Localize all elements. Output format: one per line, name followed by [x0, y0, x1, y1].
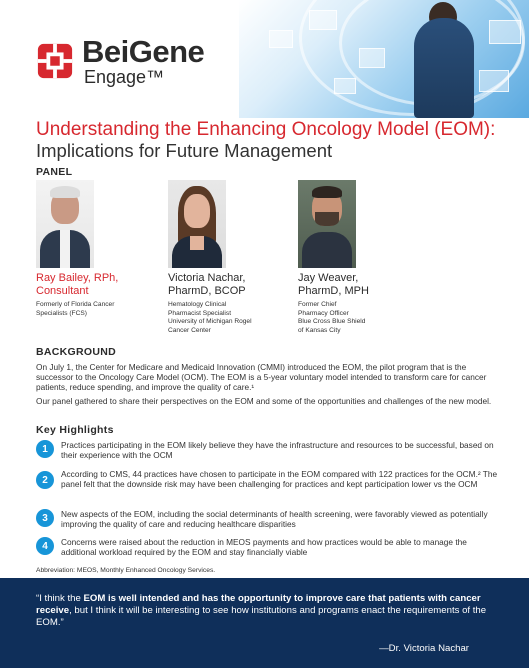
- panel-heading: PANEL: [36, 166, 73, 178]
- key-highlights-heading: Key Highlights: [36, 424, 114, 436]
- highlight-text: According to CMS, 44 practices have chosen to participate in the EOM compared with 122 practices for the OCM.² The panel felt that the downside risk may have been challenging for practices and kept participation lower vs the OCM: [61, 469, 498, 489]
- panelist-name-line2: PharmD, BCOP: [168, 285, 246, 297]
- panelist-affiliation: Formerly of Florida Cancer Specialists (FCS): [36, 301, 115, 317]
- panelist-name-line1: Victoria Nachar,: [168, 272, 246, 284]
- panelist-victoria-nachar: [168, 180, 293, 335]
- hero-image: [239, 0, 529, 118]
- panelist-name-line2: PharmD, MPH: [298, 285, 369, 297]
- panelist-name-line1: Jay Weaver,: [298, 272, 359, 284]
- brand-sub: Engage™: [84, 67, 165, 87]
- background-paragraph-2: Our panel gathered to share their perspectives on the EOM and some of the opportunities and challenges of the new model.: [36, 396, 492, 406]
- highlight-item: [36, 440, 502, 460]
- brand-name: BeiGene: [82, 34, 205, 69]
- title-line1: Understanding the Enhancing Oncology Model (EOM):: [36, 119, 496, 140]
- panelist-photo: [36, 180, 94, 268]
- highlight-number-badge: 4: [36, 537, 54, 555]
- panelist-affiliation: Former Chief Pharmacy Officer Blue Cross Blue Shield of Kansas City: [298, 301, 366, 334]
- highlight-number-badge: 2: [36, 471, 54, 489]
- page-title: [36, 119, 506, 161]
- highlight-item: [36, 537, 502, 557]
- beigene-logo-icon: [36, 42, 74, 80]
- quote-banner: [0, 578, 529, 668]
- quote-text: “I think the EOM is well intended and has the opportunity to improve care that patients with cancer receive, but I think it will be interesting to see how institutions and programs enact the requirements of the EOM.”: [36, 593, 487, 628]
- quote-attribution: —Dr. Victoria Nachar: [379, 643, 469, 654]
- highlight-number-badge: 1: [36, 440, 54, 458]
- background-heading: BACKGROUND: [36, 346, 116, 358]
- panelist-jay-weaver: [298, 180, 423, 335]
- highlight-text: Concerns were raised about the reduction in MEOS payments and how practices would be able to manage the additional workload required by the EOM and stay financially viable: [61, 537, 467, 557]
- panelist-photo: [298, 180, 356, 268]
- panelist-name-line2: Consultant: [36, 285, 89, 297]
- panelist-photo: [168, 180, 226, 268]
- panelist-affiliation: Hematology Clinical Pharmacist Specialist University of Michigan Rogel Cancer Center: [168, 301, 252, 334]
- highlight-text: Practices participating in the EOM likely believe they have the infrastructure and resources to be successful, based on their experience with the OCM: [61, 440, 494, 460]
- highlight-number-badge: 3: [36, 509, 54, 527]
- title-line2: Implications for Future Management: [36, 140, 333, 161]
- highlight-item: [36, 509, 502, 529]
- brand-logo: [36, 36, 204, 86]
- highlight-text: New aspects of the EOM, including the social determinants of health screening, were favorably viewed as potentially improving the quality of care and reducing healthcare disparities: [61, 509, 488, 529]
- background-paragraph-1: On July 1, the Center for Medicare and Medicaid Innovation (CMMI) introduced the EOM, the pilot program that is the successor to the Oncology Care Model (OCM). The EOM is a 5-year voluntary model intended to transform care for cancer patients, reduce spending, and improve the quality of care.¹: [36, 362, 487, 392]
- quote-emphasis: EOM is well intended and has the opportunity to improve care that patients with cancer receive: [36, 593, 481, 616]
- panelist-name-line1: Ray Bailey, RPh,: [36, 272, 119, 284]
- highlight-item: [36, 469, 502, 489]
- abbreviation-note: Abbreviation: MEOS, Monthly Enhanced Oncology Services.: [36, 567, 216, 574]
- panelist-ray-bailey: [36, 180, 161, 318]
